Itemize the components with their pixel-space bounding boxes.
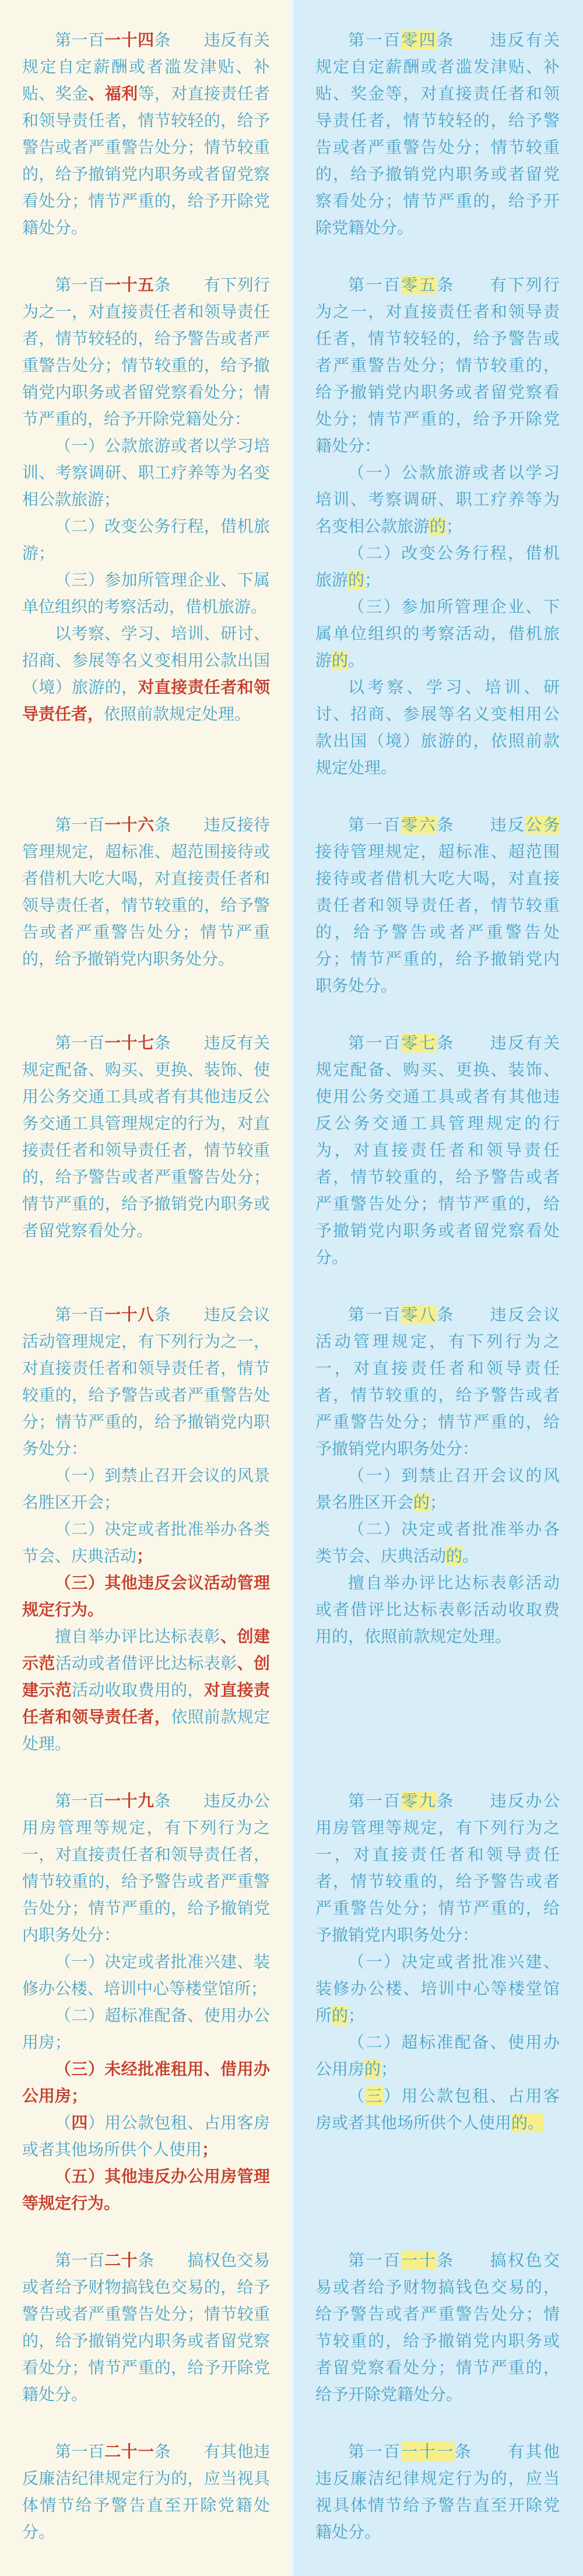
removed-text-segment: 一十八 xyxy=(104,1305,154,1324)
old-article-114-104 xyxy=(0,0,290,272)
removed-text-segment: 二十 xyxy=(104,2251,138,2270)
paragraph: （一）公款旅游或者以学习培训、考察调研、职工疗养等为名变相公款旅游的； xyxy=(315,463,560,536)
old-article-120-110 xyxy=(0,2247,290,2438)
paragraph: （一）公款旅游或者以学习培训、考察调研、职工疗养等为名变相公款旅游； xyxy=(22,436,270,509)
paragraph: 第一百一十四条 违反有关规定自定薪酬或者滥发津贴、补贴、奖金、福利等，对直接责任者和领导责任者，情节较轻的，给予警告或者严重警告处分；情节较重的，给予撤销党内职务或者留党察看处分；情节严重的，给予开除党籍处分。 xyxy=(22,30,270,237)
removed-text-segment: 一十五 xyxy=(104,275,154,294)
paragraph: （一）到禁止召开会议的风景名胜区开会的； xyxy=(315,1466,560,1512)
paragraph: 第一百一十八条 违反会议活动管理规定，有下列行为之一，对直接责任者和领导责任者，情节较重的，给予警告或者严重警告处分；情节严重的，给予撤销党内职务处分： xyxy=(22,1305,270,1458)
paragraph: 第一百一十九条 违反办公用房管理等规定，有下列行为之一，对直接责任者和领导责任者，情节较重的，给予警告或者严重警告处分；情节严重的，给予撤销党内职务处分： xyxy=(22,1791,270,1945)
added-text-segment: 一十 xyxy=(401,2251,437,2270)
added-text-segment: 零九 xyxy=(401,1791,437,1810)
paragraph: 第一百一十七条 违反有关规定配备、购买、更换、装饰、使用公务交通工具或者有其他违反公务交通工具管理规定的行为，对直接责任者和领导责任者，情节较重的，给予警告或者严重警告处分；情节严重的，给予撤销党内职务或者留党察看处分。 xyxy=(22,1033,270,1240)
added-text-segment: 的 xyxy=(348,570,365,589)
added-text-segment: 的 xyxy=(413,1493,430,1512)
new-article-121-111 xyxy=(290,2438,583,2576)
added-text-segment: 一十一 xyxy=(401,2442,455,2461)
added-text-segment: 的 xyxy=(332,2006,349,2025)
paragraph: （二）超标准配备、使用办公用房的； xyxy=(315,2033,560,2079)
added-text-segment: 公务 xyxy=(525,815,560,834)
removed-text-segment: （三）其他违反会议活动管理规定行为。 xyxy=(22,1573,270,1619)
paragraph: （三）用公款包租、占用客房或者其他场所供个人使用的。 xyxy=(315,2086,560,2132)
removed-text-segment: 一十九 xyxy=(104,1791,154,1810)
added-text-segment: 零六 xyxy=(401,815,437,834)
removed-text-segment: 、创建示范 xyxy=(22,1627,270,1673)
added-text-segment: 的 xyxy=(364,2059,381,2079)
paragraph: 第一百二十条 搞权色交易或者给予财物搞钱色交易的，给予警告或者严重警告处分；情节较重的，给予撤销党内职务或者留党察看处分；情节严重的，给予开除党籍处分。 xyxy=(22,2251,270,2404)
removed-text-segment: 对直接责任者和领导责任者， xyxy=(22,1680,270,1726)
removed-text-segment: 一十六 xyxy=(104,815,154,834)
paragraph: 第一百零九条 违反办公用房管理等规定，有下列行为之一，对直接责任者和领导责任者，情节较重的，给予警告或者严重警告处分；情节严重的，给予撤销党内职务处分： xyxy=(315,1791,560,1945)
paragraph xyxy=(22,2163,270,2217)
paragraph: （二）超标准配备、使用办公用房； xyxy=(22,2006,270,2052)
paragraph: （二）决定或者批准举办各类节会、庆典活动； xyxy=(22,1519,270,1566)
old-article-118-108 xyxy=(0,1301,290,1788)
paragraph: （二）改变公务行程，借机旅游的； xyxy=(315,543,560,589)
paragraph xyxy=(22,2056,270,2110)
new-article-117-107 xyxy=(290,1030,583,1301)
paragraph: （三）参加所管理企业、下属单位组织的考察活动，借机旅游的。 xyxy=(315,597,560,670)
removed-text-segment: ； xyxy=(202,2140,219,2159)
added-text-segment: 的 xyxy=(332,651,349,670)
paragraph: 第一百零八条 违反会议活动管理规定，有下列行为之一，对直接责任者和领导责任者，情节较重的，给予警告或者严重警告处分；情节严重的，给予撤销党内职务处分： xyxy=(315,1305,560,1458)
removed-text-segment: 一十七 xyxy=(104,1033,154,1052)
added-text-segment: 零四 xyxy=(401,30,437,50)
removed-text-segment: 二十一 xyxy=(104,2442,154,2461)
new-article-116-106 xyxy=(290,812,583,1030)
paragraph: 第一百零七条 违反有关规定配备、购买、更换、装饰、使用公务交通工具或者有其他违反公务交通工具管理规定的行为，对直接责任者和领导责任者，情节较重的，给予警告或者严重警告处分；情节严重的，给予撤销党内职务或者留党察看处分。 xyxy=(315,1033,560,1267)
paragraph: 擅自举办评比达标表彰、创建示范活动或者借评比达标表彰、创建示范活动收取费用的，对直接责任者和领导责任者，依照前款规定处理。 xyxy=(22,1627,270,1753)
removed-text-segment: 对直接责任者和领导责任者， xyxy=(22,678,270,724)
paragraph: 第一百零五条 有下列行为之一，对直接责任者和领导责任者，情节较轻的，给予警告或者严重警告处分；情节较重的，给予撤销党内职务或者留党察看处分；情节严重的，给予开除党籍处分： xyxy=(315,275,560,455)
old-article-115-105 xyxy=(0,272,290,812)
removed-text-segment: ； xyxy=(136,1546,153,1566)
added-text-segment: 的 xyxy=(430,517,447,536)
paragraph: 第一百一十六条 违反接待管理规定，超标准、超范围接待或者借机大吃大喝，对直接责任者和领导责任者，情节较重的，给予警告或者严重警告处分；情节严重的，给予撤销党内职务处分。 xyxy=(22,815,270,968)
new-article-119-109 xyxy=(290,1788,583,2247)
paragraph: （一）决定或者批准兴建、装修办公楼、培训中心等楼堂馆所的； xyxy=(315,1952,560,2025)
removed-text-segment: （三）未经批准租用、借用办公用房； xyxy=(22,2059,270,2105)
new-article-118-108 xyxy=(290,1301,583,1788)
removed-text-segment: 、福利 xyxy=(88,84,138,103)
paragraph: 第一百零四条 违反有关规定自定薪酬或者滥发津贴、补贴、奖金等，对直接责任者和领导责任者，情节较轻的，给予警告或者严重警告处分；情节较重的，给予撤销党内职务或者留党察看处分；情节严重的，给予开除党籍处分。 xyxy=(315,30,560,237)
paragraph: 第一百一十条 搞权色交易或者给予财物搞钱色交易的，给予警告或者严重警告处分；情节较重的，给予撤销党内职务或者留党察看处分；情节严重的，给予开除党籍处分。 xyxy=(315,2251,560,2404)
removed-text-segment: 一十四 xyxy=(104,30,154,50)
paragraph: （二）决定或者批准举办各类节会、庆典活动的。 xyxy=(315,1519,560,1566)
added-text-segment: 零八 xyxy=(401,1305,437,1324)
paragraph: （一）到禁止召开会议的风景名胜区开会； xyxy=(22,1466,270,1512)
paragraph xyxy=(22,1570,270,1623)
paragraph: （二）改变公务行程，借机旅游； xyxy=(22,517,270,563)
new-article-115-105 xyxy=(290,272,583,812)
removed-text-segment: 四 xyxy=(71,2113,88,2132)
paragraph: 第一百一十五条 有下列行为之一，对直接责任者和领导责任者，情节较轻的，给予警告或者严重警告处分；情节较重的，给予撤销党内职务或者留党察看处分；情节严重的，给予开除党籍处分： xyxy=(22,275,270,429)
added-text-segment: 三 xyxy=(366,2086,384,2105)
added-text-segment: 零七 xyxy=(401,1033,437,1052)
old-article-116-106 xyxy=(0,812,290,1030)
paragraph: （一）决定或者批准兴建、装修办公楼、培训中心等楼堂馆所； xyxy=(22,1952,270,1998)
old-article-117-107 xyxy=(0,1030,290,1301)
removed-text-segment: （五）其他违反办公用房管理等规定行为。 xyxy=(22,2167,270,2213)
added-text-segment: 的 xyxy=(446,1546,463,1566)
paragraph: 第一百零六条 违反公务接待管理规定，超标准、超范围接待或者借机大吃大喝，对直接责任者和领导责任者，情节较重的，给予警告或者严重警告处分；情节严重的，给予撤销党内职务处分。 xyxy=(315,815,560,995)
paragraph: 第一百一十一条 有其他违反廉洁纪律规定行为的，应当视具体情节给予警告直至开除党籍处分。 xyxy=(315,2442,560,2542)
new-article-120-110 xyxy=(290,2247,583,2438)
removed-text-segment: 、创建示范 xyxy=(22,1654,270,1700)
old-article-121-111 xyxy=(0,2438,290,2576)
old-article-119-109 xyxy=(0,1788,290,2247)
paragraph: （四）用公款包租、占用客房或者其他场所供个人使用； xyxy=(22,2113,270,2159)
paragraph: 第一百二十一条 有其他违反廉洁纪律规定行为的，应当视具体情节给予警告直至开除党籍处分。 xyxy=(22,2442,270,2542)
paragraph: 以考察、学习、培训、研讨、招商、参展等名义变相用公款出国（境）旅游的，依照前款规定处理。 xyxy=(315,678,560,777)
paragraph: 以考察、学习、培训、研讨、招商、参展等名义变相用公款出国（境）旅游的，对直接责任者和领导责任者，依照前款规定处理。 xyxy=(22,624,270,724)
paragraph: （三）参加所管理企业、下属单位组织的考察活动，借机旅游。 xyxy=(22,570,270,616)
paragraph: 擅自举办评比达标表彰活动或者借评比达标表彰活动收取费用的，依照前款规定处理。 xyxy=(315,1573,560,1646)
added-text-segment: 的。 xyxy=(511,2113,545,2132)
added-text-segment: 零五 xyxy=(401,275,437,294)
new-article-114-104 xyxy=(290,0,583,272)
